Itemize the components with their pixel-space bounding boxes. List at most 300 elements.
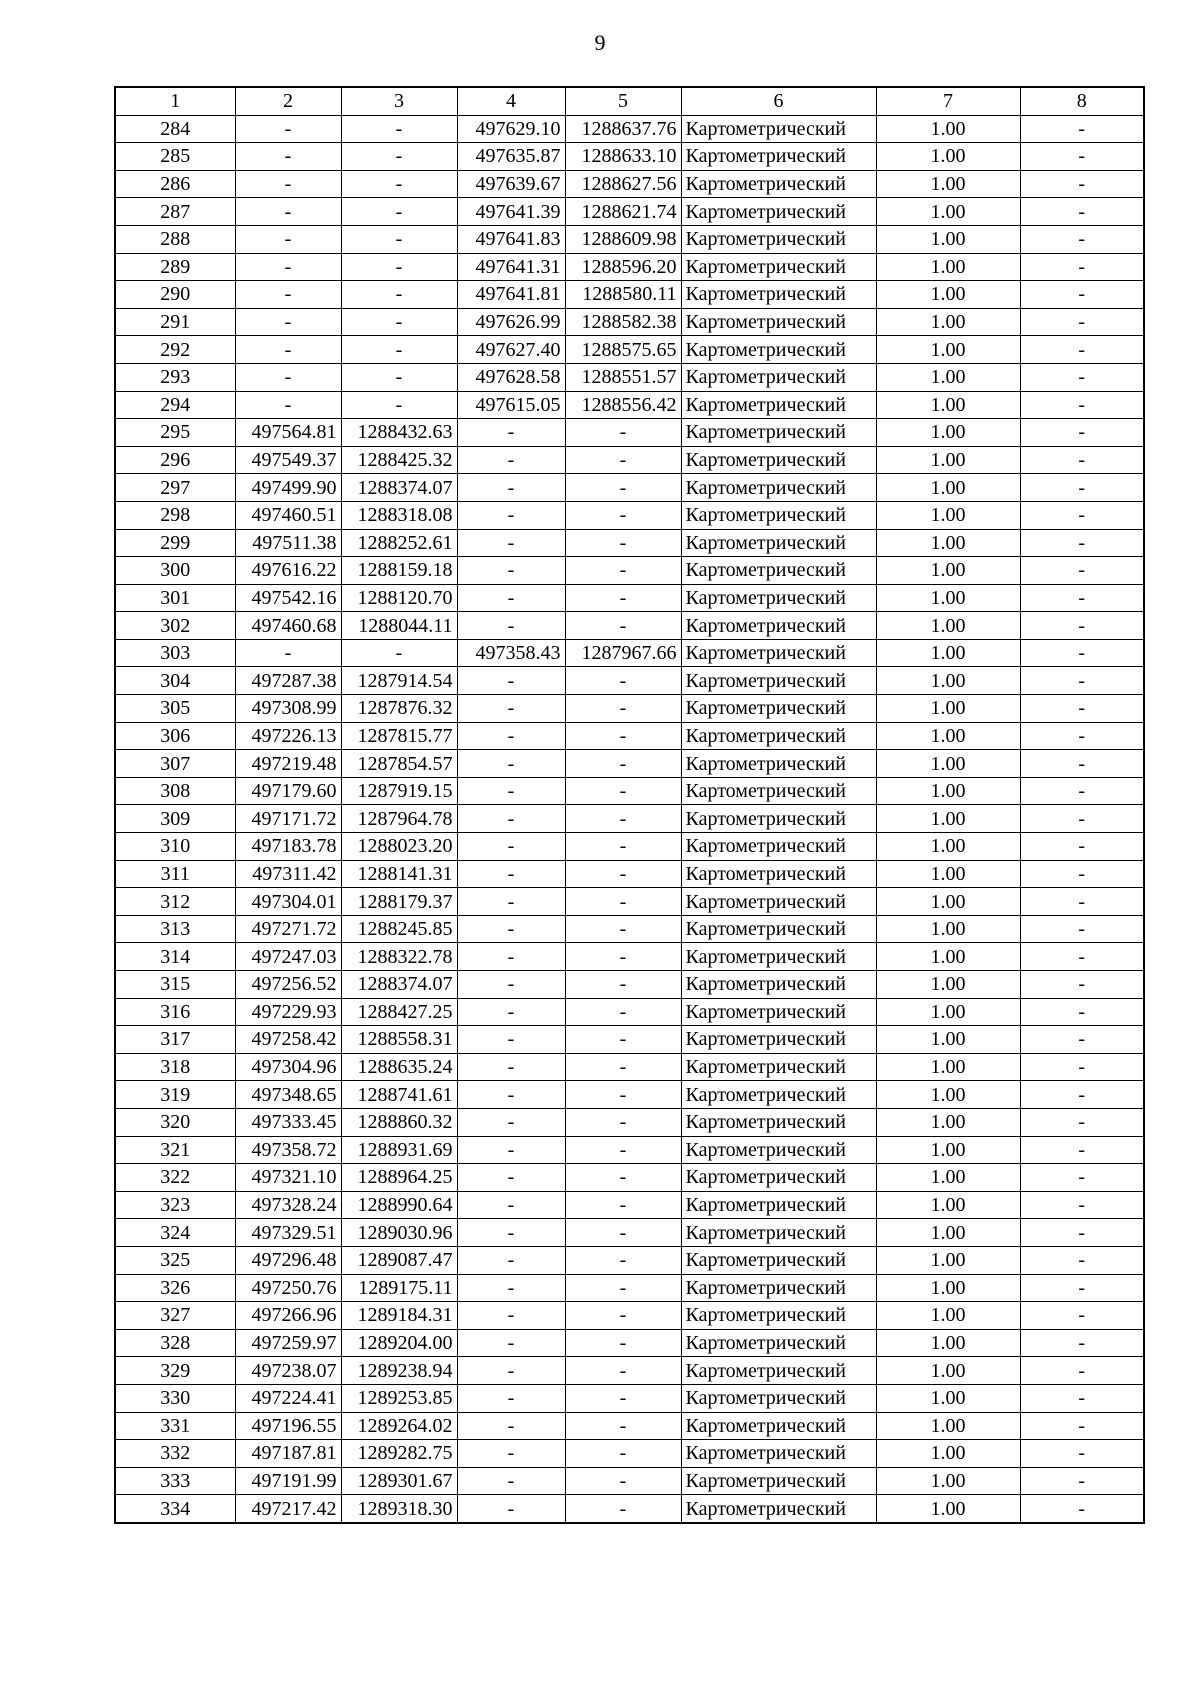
table-cell: 1.00 <box>876 943 1020 971</box>
table-cell: 1287854.57 <box>341 750 457 778</box>
table-cell: Картометрический <box>681 281 876 309</box>
table-cell: - <box>1020 612 1144 640</box>
table-cell: 314 <box>115 943 235 971</box>
table-cell: 1288575.65 <box>565 336 681 364</box>
table-cell: Картометрический <box>681 888 876 916</box>
table-cell: 497615.05 <box>457 391 565 419</box>
table-row <box>115 1467 1144 1495</box>
table-cell: - <box>457 584 565 612</box>
table-cell: - <box>457 1274 565 1302</box>
table-cell: 331 <box>115 1412 235 1440</box>
table-cell: 304 <box>115 667 235 695</box>
table-cell: - <box>565 1329 681 1357</box>
table-cell: 1.00 <box>876 1053 1020 1081</box>
table-cell: 1.00 <box>876 308 1020 336</box>
table-cell: 311 <box>115 860 235 888</box>
table-cell: 1.00 <box>876 639 1020 667</box>
table-cell: Картометрический <box>681 1302 876 1330</box>
table-row <box>115 667 1144 695</box>
table-cell: - <box>565 777 681 805</box>
table-cell: 297 <box>115 474 235 502</box>
table-cell: 313 <box>115 915 235 943</box>
table-cell: - <box>1020 915 1144 943</box>
table-cell: 327 <box>115 1302 235 1330</box>
table-cell: - <box>1020 805 1144 833</box>
table-cell: 1.00 <box>876 557 1020 585</box>
table-cell: - <box>457 419 565 447</box>
table-cell: 292 <box>115 336 235 364</box>
table-cell: - <box>565 584 681 612</box>
table-cell: 333 <box>115 1467 235 1495</box>
table-cell: 1.00 <box>876 1108 1020 1136</box>
table-cell: 1288860.32 <box>341 1108 457 1136</box>
table-cell: 497171.72 <box>235 805 341 833</box>
table-cell: - <box>1020 1412 1144 1440</box>
table-cell: - <box>565 1219 681 1247</box>
table-cell: - <box>457 1495 565 1523</box>
table-cell: 497358.43 <box>457 639 565 667</box>
table-row <box>115 805 1144 833</box>
table-cell: 497224.41 <box>235 1384 341 1412</box>
table-row <box>115 1191 1144 1219</box>
table-cell: - <box>565 446 681 474</box>
table-cell: - <box>235 143 341 171</box>
table-cell: Картометрический <box>681 501 876 529</box>
table-cell: - <box>341 198 457 226</box>
table-cell: Картометрический <box>681 1274 876 1302</box>
table-cell: Картометрический <box>681 225 876 253</box>
table-cell: 294 <box>115 391 235 419</box>
table-cell: 497329.51 <box>235 1219 341 1247</box>
table-cell: - <box>457 1467 565 1495</box>
table-cell: - <box>235 639 341 667</box>
table-cell: 332 <box>115 1440 235 1468</box>
table-cell: 307 <box>115 750 235 778</box>
table-cell: 1288245.85 <box>341 915 457 943</box>
table-row <box>115 170 1144 198</box>
table-row <box>115 1053 1144 1081</box>
table-cell: 1.00 <box>876 998 1020 1026</box>
table-row <box>115 943 1144 971</box>
table-cell: 1.00 <box>876 833 1020 861</box>
table-cell: 302 <box>115 612 235 640</box>
table-cell: 497499.90 <box>235 474 341 502</box>
table-cell: - <box>1020 998 1144 1026</box>
table-cell: - <box>235 336 341 364</box>
table-cell: - <box>457 722 565 750</box>
table-cell: 287 <box>115 198 235 226</box>
table-cell: Картометрический <box>681 308 876 336</box>
table-cell: Картометрический <box>681 805 876 833</box>
table-cell: 1.00 <box>876 1412 1020 1440</box>
table-row <box>115 584 1144 612</box>
table-cell: - <box>457 474 565 502</box>
table-row <box>115 474 1144 502</box>
table-cell: 1.00 <box>876 750 1020 778</box>
table-cell: - <box>1020 1053 1144 1081</box>
table-row <box>115 281 1144 309</box>
table-row <box>115 888 1144 916</box>
table-cell: - <box>341 281 457 309</box>
table-cell: 1288044.11 <box>341 612 457 640</box>
table-cell: Картометрический <box>681 833 876 861</box>
table-cell: 306 <box>115 722 235 750</box>
table-row <box>115 225 1144 253</box>
table-cell: 296 <box>115 446 235 474</box>
table-cell: Картометрический <box>681 143 876 171</box>
table-cell: 1.00 <box>876 1302 1020 1330</box>
table-cell: 1288432.63 <box>341 419 457 447</box>
table-cell: 320 <box>115 1108 235 1136</box>
table-cell: - <box>1020 198 1144 226</box>
table-cell: 497226.13 <box>235 722 341 750</box>
table-cell: 497187.81 <box>235 1440 341 1468</box>
table-cell: Картометрический <box>681 115 876 143</box>
table-cell: 1288582.38 <box>565 308 681 336</box>
table-cell: Картометрический <box>681 1357 876 1385</box>
table-cell: Картометрический <box>681 943 876 971</box>
table-cell: - <box>565 529 681 557</box>
header-row <box>115 87 1144 115</box>
table-cell: - <box>1020 777 1144 805</box>
table-cell: 312 <box>115 888 235 916</box>
table-cell: - <box>1020 1440 1144 1468</box>
table-cell: - <box>457 1136 565 1164</box>
table-cell: 497271.72 <box>235 915 341 943</box>
column-header-6: 6 <box>681 87 876 115</box>
table-cell: 298 <box>115 501 235 529</box>
table-cell: 1288374.07 <box>341 474 457 502</box>
table-cell: - <box>1020 281 1144 309</box>
table-cell: 1.00 <box>876 170 1020 198</box>
table-cell: 303 <box>115 639 235 667</box>
table-cell: - <box>1020 1219 1144 1247</box>
table-cell: - <box>1020 639 1144 667</box>
table-cell: 497333.45 <box>235 1108 341 1136</box>
table-cell: 1.00 <box>876 1191 1020 1219</box>
table-body <box>115 115 1144 1523</box>
table-cell: 497311.42 <box>235 860 341 888</box>
table-cell: 1288425.32 <box>341 446 457 474</box>
table-cell: - <box>341 391 457 419</box>
table-cell: - <box>235 198 341 226</box>
table-cell: - <box>457 501 565 529</box>
table-cell: 1288023.20 <box>341 833 457 861</box>
table-cell: Картометрический <box>681 1136 876 1164</box>
table-row <box>115 1329 1144 1357</box>
table-cell: - <box>341 308 457 336</box>
table-cell: Картометрический <box>681 1219 876 1247</box>
table-cell: - <box>1020 391 1144 419</box>
table-cell: 1289087.47 <box>341 1246 457 1274</box>
table-cell: - <box>341 115 457 143</box>
column-header-5: 5 <box>565 87 681 115</box>
table-cell: 497641.81 <box>457 281 565 309</box>
table-cell: 291 <box>115 308 235 336</box>
table-cell: 1.00 <box>876 391 1020 419</box>
table-cell: - <box>1020 308 1144 336</box>
table-cell: - <box>457 1384 565 1412</box>
table-row <box>115 1384 1144 1412</box>
table-row <box>115 860 1144 888</box>
table-row <box>115 308 1144 336</box>
table-cell: 1.00 <box>876 860 1020 888</box>
table-row <box>115 363 1144 391</box>
table-cell: 497358.72 <box>235 1136 341 1164</box>
table-cell: 1.00 <box>876 915 1020 943</box>
table-row <box>115 336 1144 364</box>
table-cell: - <box>565 1495 681 1523</box>
table-cell: - <box>1020 419 1144 447</box>
table-cell: Картометрический <box>681 419 876 447</box>
table-cell: 497460.68 <box>235 612 341 640</box>
table-cell: - <box>457 1329 565 1357</box>
table-cell: 497626.99 <box>457 308 565 336</box>
table-cell: 497196.55 <box>235 1412 341 1440</box>
table-cell: - <box>235 170 341 198</box>
table-cell: 497629.10 <box>457 115 565 143</box>
table-cell: 1.00 <box>876 419 1020 447</box>
table-cell: 1.00 <box>876 336 1020 364</box>
table-cell: - <box>1020 253 1144 281</box>
table-cell: - <box>457 1164 565 1192</box>
table-cell: 318 <box>115 1053 235 1081</box>
table-cell: - <box>235 225 341 253</box>
table-cell: 1.00 <box>876 474 1020 502</box>
table-cell: 1289184.31 <box>341 1302 457 1330</box>
table-row <box>115 501 1144 529</box>
coordinates-table <box>114 86 1145 1524</box>
table-row <box>115 695 1144 723</box>
table-cell: - <box>457 1053 565 1081</box>
table-cell: 497258.42 <box>235 1026 341 1054</box>
table-cell: - <box>457 557 565 585</box>
table-cell: 1288556.42 <box>565 391 681 419</box>
table-cell: - <box>1020 584 1144 612</box>
table-cell: Картометрический <box>681 1246 876 1274</box>
table-cell: 1287815.77 <box>341 722 457 750</box>
table-cell: - <box>457 667 565 695</box>
table-cell: 497641.39 <box>457 198 565 226</box>
table-cell: 1289030.96 <box>341 1219 457 1247</box>
table-cell: - <box>1020 1191 1144 1219</box>
table-row <box>115 639 1144 667</box>
table-cell: - <box>1020 1081 1144 1109</box>
table-row <box>115 1026 1144 1054</box>
table-cell: - <box>457 1440 565 1468</box>
table-cell: - <box>1020 943 1144 971</box>
table-cell: - <box>1020 1136 1144 1164</box>
table-cell: 497635.87 <box>457 143 565 171</box>
table-cell: 1.00 <box>876 1164 1020 1192</box>
table-cell: 1288322.78 <box>341 943 457 971</box>
table-cell: - <box>457 971 565 999</box>
table-cell: - <box>457 1191 565 1219</box>
table-cell: - <box>565 474 681 502</box>
table-cell: 290 <box>115 281 235 309</box>
table-row <box>115 1136 1144 1164</box>
table-cell: 1.00 <box>876 501 1020 529</box>
table-cell: 1289301.67 <box>341 1467 457 1495</box>
table-cell: 497183.78 <box>235 833 341 861</box>
table-cell: - <box>341 639 457 667</box>
table-cell: 1.00 <box>876 363 1020 391</box>
table-cell: 1289282.75 <box>341 1440 457 1468</box>
table-cell: Картометрический <box>681 363 876 391</box>
table-row <box>115 1412 1144 1440</box>
table-cell: - <box>457 1081 565 1109</box>
table-cell: - <box>565 695 681 723</box>
table-cell: 1.00 <box>876 1026 1020 1054</box>
table-cell: 1288637.76 <box>565 115 681 143</box>
table-cell: Картометрический <box>681 1164 876 1192</box>
table-cell: 497542.16 <box>235 584 341 612</box>
table-cell: 1287919.15 <box>341 777 457 805</box>
table-cell: 1288635.24 <box>341 1053 457 1081</box>
table-cell: - <box>1020 1108 1144 1136</box>
table-cell: - <box>457 1302 565 1330</box>
table-cell: 497321.10 <box>235 1164 341 1192</box>
column-header-1: 1 <box>115 87 235 115</box>
table-cell: - <box>1020 1495 1144 1523</box>
table-cell: 1.00 <box>876 971 1020 999</box>
column-header-3: 3 <box>341 87 457 115</box>
table-cell: 1287964.78 <box>341 805 457 833</box>
table-row <box>115 750 1144 778</box>
table-cell: 1.00 <box>876 198 1020 226</box>
table-row <box>115 915 1144 943</box>
table-cell: - <box>565 915 681 943</box>
table-cell: 1288627.56 <box>565 170 681 198</box>
table-cell: 497266.96 <box>235 1302 341 1330</box>
table-row <box>115 777 1144 805</box>
table-cell: - <box>565 998 681 1026</box>
table-cell: 497348.65 <box>235 1081 341 1109</box>
table-cell: - <box>457 1219 565 1247</box>
table-cell: 497256.52 <box>235 971 341 999</box>
table-cell: 321 <box>115 1136 235 1164</box>
table-cell: - <box>1020 115 1144 143</box>
table-cell: 497287.38 <box>235 667 341 695</box>
table-cell: - <box>457 943 565 971</box>
table-cell: Картометрический <box>681 253 876 281</box>
table-cell: 316 <box>115 998 235 1026</box>
table-cell: 1288374.07 <box>341 971 457 999</box>
table-cell: Картометрический <box>681 695 876 723</box>
table-cell: Картометрический <box>681 446 876 474</box>
table-cell: 497639.67 <box>457 170 565 198</box>
table-cell: Картометрический <box>681 529 876 557</box>
table-cell: Картометрический <box>681 391 876 419</box>
table-cell: 1.00 <box>876 281 1020 309</box>
table-row <box>115 1440 1144 1468</box>
table-cell: 1288741.61 <box>341 1081 457 1109</box>
table-cell: 497250.76 <box>235 1274 341 1302</box>
column-header-7: 7 <box>876 87 1020 115</box>
table-row <box>115 998 1144 1026</box>
table-cell: 309 <box>115 805 235 833</box>
table-cell: 1.00 <box>876 1219 1020 1247</box>
table-cell: 299 <box>115 529 235 557</box>
table-cell: 308 <box>115 777 235 805</box>
table-cell: - <box>457 1357 565 1385</box>
table-cell: Картометрический <box>681 667 876 695</box>
table-cell: 1.00 <box>876 529 1020 557</box>
table-cell: Картометрический <box>681 915 876 943</box>
table-cell: - <box>1020 1384 1144 1412</box>
table-cell: 285 <box>115 143 235 171</box>
table-cell: 328 <box>115 1329 235 1357</box>
table-cell: 497296.48 <box>235 1246 341 1274</box>
table-cell: - <box>565 1412 681 1440</box>
table-cell: 289 <box>115 253 235 281</box>
table-cell: - <box>565 805 681 833</box>
table-cell: - <box>457 860 565 888</box>
table-cell: 323 <box>115 1191 235 1219</box>
table-cell: - <box>235 308 341 336</box>
table-row <box>115 198 1144 226</box>
table-cell: Картометрический <box>681 860 876 888</box>
table-cell: 497627.40 <box>457 336 565 364</box>
table-cell: 497217.42 <box>235 1495 341 1523</box>
table-cell: Картометрический <box>681 584 876 612</box>
table-cell: - <box>457 833 565 861</box>
table-cell: 1289175.11 <box>341 1274 457 1302</box>
table-cell: - <box>565 1467 681 1495</box>
table-cell: Картометрический <box>681 1026 876 1054</box>
table-cell: - <box>457 612 565 640</box>
table-row <box>115 557 1144 585</box>
table-cell: - <box>1020 860 1144 888</box>
table-cell: - <box>1020 1357 1144 1385</box>
table-cell: 1287967.66 <box>565 639 681 667</box>
table-cell: Картометрический <box>681 612 876 640</box>
table-cell: 334 <box>115 1495 235 1523</box>
table-cell: Картометрический <box>681 336 876 364</box>
table-cell: - <box>235 115 341 143</box>
table-cell: - <box>457 446 565 474</box>
table-cell: - <box>1020 722 1144 750</box>
table-cell: 1.00 <box>876 1081 1020 1109</box>
table-cell: - <box>1020 833 1144 861</box>
table-cell: 295 <box>115 419 235 447</box>
table-cell: - <box>457 1026 565 1054</box>
table-cell: - <box>565 943 681 971</box>
table-row <box>115 391 1144 419</box>
table-cell: - <box>565 501 681 529</box>
table-cell: 319 <box>115 1081 235 1109</box>
table-cell: - <box>457 998 565 1026</box>
table-cell: - <box>565 667 681 695</box>
table-cell: - <box>565 860 681 888</box>
table-cell: - <box>565 1302 681 1330</box>
table-cell: Картометрический <box>681 1081 876 1109</box>
table-cell: Картометрический <box>681 1495 876 1523</box>
table-cell: - <box>565 1026 681 1054</box>
column-header-4: 4 <box>457 87 565 115</box>
table-row <box>115 1108 1144 1136</box>
table-row <box>115 1246 1144 1274</box>
table-cell: - <box>341 143 457 171</box>
table-cell: Картометрический <box>681 170 876 198</box>
table-cell: - <box>565 1053 681 1081</box>
table-cell: 1.00 <box>876 805 1020 833</box>
table-cell: - <box>565 1164 681 1192</box>
table-cell: - <box>457 1108 565 1136</box>
table-row <box>115 722 1144 750</box>
table-cell: 1.00 <box>876 1246 1020 1274</box>
table-cell: - <box>1020 971 1144 999</box>
